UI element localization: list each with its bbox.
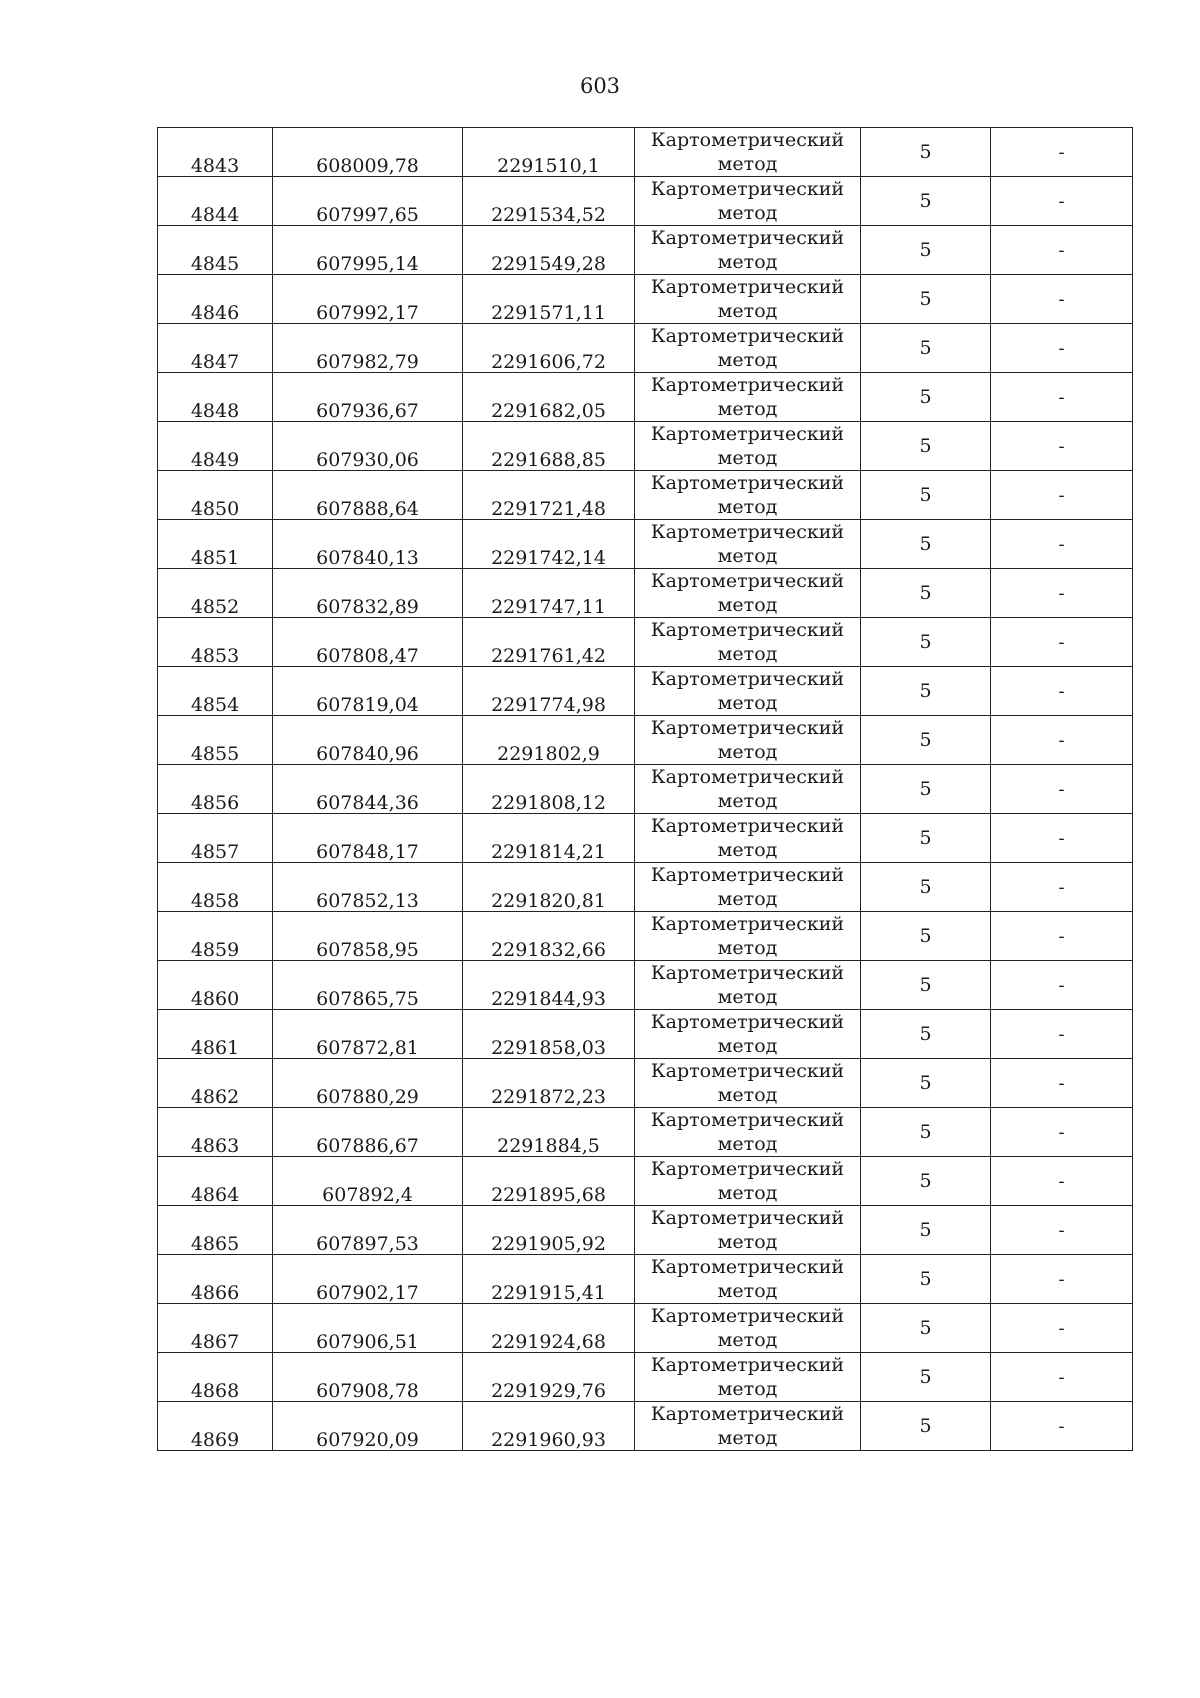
x-coordinate-cell: 607902,17: [273, 1255, 463, 1304]
note-cell: -: [991, 324, 1133, 373]
method-cell: [635, 422, 861, 471]
method-line-1: Картометрический: [650, 913, 845, 935]
y-coordinate-cell: 2291960,93: [463, 1402, 635, 1451]
point-number-cell: 4848: [158, 373, 273, 422]
x-coordinate-cell: 607886,67: [273, 1108, 463, 1157]
method-cell: [635, 863, 861, 912]
point-number-cell: 4857: [158, 814, 273, 863]
method-cell: [635, 324, 861, 373]
method-line-1: Картометрический: [650, 619, 845, 641]
method-line-2: метод: [717, 300, 778, 322]
table-row: [158, 765, 1133, 814]
method-line-1: Картометрический: [650, 423, 845, 445]
accuracy-cell: 5: [861, 226, 991, 275]
method-cell: [635, 226, 861, 275]
method-cell: [635, 961, 861, 1010]
method-line-2: метод: [717, 398, 778, 420]
method-line-1: Картометрический: [650, 570, 845, 592]
method-line-1: Картометрический: [650, 227, 845, 249]
y-coordinate-cell: 2291742,14: [463, 520, 635, 569]
accuracy-cell: 5: [861, 520, 991, 569]
point-number-cell: 4850: [158, 471, 273, 520]
accuracy-cell: 5: [861, 569, 991, 618]
page-number: 603: [579, 74, 621, 98]
method-line-1: Картометрический: [650, 472, 845, 494]
note-cell: -: [991, 912, 1133, 961]
method-line-2: метод: [717, 1231, 778, 1253]
method-line-2: метод: [717, 1133, 778, 1155]
method-cell: [635, 1157, 861, 1206]
x-coordinate-cell: 607920,09: [273, 1402, 463, 1451]
method-line-1: Картометрический: [650, 1403, 845, 1425]
accuracy-cell: 5: [861, 863, 991, 912]
point-number-cell: 4846: [158, 275, 273, 324]
method-cell: [635, 667, 861, 716]
point-number-cell: 4858: [158, 863, 273, 912]
table-row: [158, 618, 1133, 667]
method-line-2: метод: [717, 1280, 778, 1302]
x-coordinate-cell: 607819,04: [273, 667, 463, 716]
accuracy-cell: 5: [861, 912, 991, 961]
accuracy-cell: 5: [861, 1353, 991, 1402]
method-line-2: метод: [717, 153, 778, 175]
x-coordinate-cell: 607995,14: [273, 226, 463, 275]
table-row: [158, 422, 1133, 471]
accuracy-cell: 5: [861, 373, 991, 422]
method-line-1: Картометрический: [650, 1354, 845, 1376]
x-coordinate-cell: 607865,75: [273, 961, 463, 1010]
y-coordinate-cell: 2291774,98: [463, 667, 635, 716]
method-line-2: метод: [717, 594, 778, 616]
x-coordinate-cell: 607930,06: [273, 422, 463, 471]
method-cell: [635, 716, 861, 765]
method-cell: [635, 1255, 861, 1304]
accuracy-cell: 5: [861, 1157, 991, 1206]
method-line-1: Картометрический: [650, 962, 845, 984]
x-coordinate-cell: 607997,65: [273, 177, 463, 226]
method-line-1: Картометрический: [650, 1011, 845, 1033]
y-coordinate-cell: 2291820,81: [463, 863, 635, 912]
note-cell: -: [991, 226, 1133, 275]
method-line-1: Картометрический: [650, 521, 845, 543]
table-row: [158, 667, 1133, 716]
point-number-cell: 4843: [158, 128, 273, 177]
y-coordinate-cell: 2291606,72: [463, 324, 635, 373]
method-line-1: Картометрический: [650, 717, 845, 739]
accuracy-cell: 5: [861, 814, 991, 863]
accuracy-cell: 5: [861, 275, 991, 324]
table-row: [158, 520, 1133, 569]
method-line-1: Картометрический: [650, 325, 845, 347]
accuracy-cell: 5: [861, 1059, 991, 1108]
method-cell: [635, 569, 861, 618]
note-cell: -: [991, 1353, 1133, 1402]
method-line-1: Картометрический: [650, 668, 845, 690]
method-line-1: Картометрический: [650, 178, 845, 200]
table-row: [158, 716, 1133, 765]
method-line-2: метод: [717, 839, 778, 861]
accuracy-cell: 5: [861, 324, 991, 373]
method-line-1: Картометрический: [650, 1305, 845, 1327]
x-coordinate-cell: 607892,4: [273, 1157, 463, 1206]
table-row: [158, 569, 1133, 618]
x-coordinate-cell: 607936,67: [273, 373, 463, 422]
table-row: [158, 128, 1133, 177]
table-row: [158, 1059, 1133, 1108]
method-line-1: Картометрический: [650, 864, 845, 886]
point-number-cell: 4849: [158, 422, 273, 471]
method-cell: [635, 1353, 861, 1402]
method-line-2: метод: [717, 1182, 778, 1204]
method-line-1: Картометрический: [650, 1256, 845, 1278]
note-cell: -: [991, 1010, 1133, 1059]
note-cell: -: [991, 765, 1133, 814]
method-line-2: метод: [717, 1084, 778, 1106]
x-coordinate-cell: 607844,36: [273, 765, 463, 814]
x-coordinate-cell: 607992,17: [273, 275, 463, 324]
table-row: [158, 275, 1133, 324]
accuracy-cell: 5: [861, 961, 991, 1010]
point-number-cell: 4852: [158, 569, 273, 618]
accuracy-cell: 5: [861, 1010, 991, 1059]
x-coordinate-cell: 607858,95: [273, 912, 463, 961]
method-line-2: метод: [717, 790, 778, 812]
point-number-cell: 4866: [158, 1255, 273, 1304]
x-coordinate-cell: 607906,51: [273, 1304, 463, 1353]
y-coordinate-cell: 2291884,5: [463, 1108, 635, 1157]
y-coordinate-cell: 2291534,52: [463, 177, 635, 226]
table-row: [158, 1353, 1133, 1402]
y-coordinate-cell: 2291832,66: [463, 912, 635, 961]
table-row: [158, 1010, 1133, 1059]
y-coordinate-cell: 2291814,21: [463, 814, 635, 863]
table-row: [158, 177, 1133, 226]
method-cell: [635, 1206, 861, 1255]
note-cell: -: [991, 520, 1133, 569]
y-coordinate-cell: 2291858,03: [463, 1010, 635, 1059]
y-coordinate-cell: 2291721,48: [463, 471, 635, 520]
method-line-1: Картометрический: [650, 374, 845, 396]
accuracy-cell: 5: [861, 177, 991, 226]
note-cell: -: [991, 667, 1133, 716]
accuracy-cell: 5: [861, 667, 991, 716]
method-cell: [635, 765, 861, 814]
accuracy-cell: 5: [861, 422, 991, 471]
note-cell: -: [991, 618, 1133, 667]
method-cell: [635, 1402, 861, 1451]
note-cell: -: [991, 569, 1133, 618]
x-coordinate-cell: 607880,29: [273, 1059, 463, 1108]
y-coordinate-cell: 2291682,05: [463, 373, 635, 422]
method-line-2: метод: [717, 545, 778, 567]
table-row: [158, 1206, 1133, 1255]
note-cell: -: [991, 1255, 1133, 1304]
method-line-1: Картометрический: [650, 129, 845, 151]
accuracy-cell: 5: [861, 128, 991, 177]
x-coordinate-cell: 607908,78: [273, 1353, 463, 1402]
method-cell: [635, 128, 861, 177]
note-cell: -: [991, 1206, 1133, 1255]
method-line-2: метод: [717, 692, 778, 714]
method-line-2: метод: [717, 741, 778, 763]
y-coordinate-cell: 2291808,12: [463, 765, 635, 814]
method-cell: [635, 177, 861, 226]
note-cell: -: [991, 716, 1133, 765]
method-cell: [635, 1010, 861, 1059]
method-line-2: метод: [717, 1378, 778, 1400]
method-cell: [635, 1108, 861, 1157]
y-coordinate-cell: 2291747,11: [463, 569, 635, 618]
note-cell: -: [991, 1108, 1133, 1157]
accuracy-cell: 5: [861, 1108, 991, 1157]
point-number-cell: 4861: [158, 1010, 273, 1059]
note-cell: -: [991, 1304, 1133, 1353]
y-coordinate-cell: 2291688,85: [463, 422, 635, 471]
x-coordinate-cell: 607888,64: [273, 471, 463, 520]
point-number-cell: 4855: [158, 716, 273, 765]
method-line-1: Картометрический: [650, 1207, 845, 1229]
note-cell: -: [991, 422, 1133, 471]
point-number-cell: 4865: [158, 1206, 273, 1255]
method-cell: [635, 912, 861, 961]
note-cell: -: [991, 275, 1133, 324]
table-row: [158, 814, 1133, 863]
point-number-cell: 4868: [158, 1353, 273, 1402]
x-coordinate-cell: 607897,53: [273, 1206, 463, 1255]
point-number-cell: 4851: [158, 520, 273, 569]
note-cell: -: [991, 373, 1133, 422]
point-number-cell: 4863: [158, 1108, 273, 1157]
y-coordinate-cell: 2291895,68: [463, 1157, 635, 1206]
method-cell: [635, 471, 861, 520]
method-line-1: Картометрический: [650, 1060, 845, 1082]
x-coordinate-cell: 607872,81: [273, 1010, 463, 1059]
point-number-cell: 4853: [158, 618, 273, 667]
method-line-2: метод: [717, 888, 778, 910]
point-number-cell: 4856: [158, 765, 273, 814]
table-row: [158, 373, 1133, 422]
table-row: [158, 1304, 1133, 1353]
coordinates-table-body: [158, 128, 1133, 1451]
note-cell: -: [991, 1402, 1133, 1451]
accuracy-cell: 5: [861, 471, 991, 520]
method-line-1: Картометрический: [650, 1109, 845, 1131]
point-number-cell: 4854: [158, 667, 273, 716]
y-coordinate-cell: 2291924,68: [463, 1304, 635, 1353]
x-coordinate-cell: 607808,47: [273, 618, 463, 667]
accuracy-cell: 5: [861, 1206, 991, 1255]
method-line-2: метод: [717, 643, 778, 665]
method-line-2: метод: [717, 251, 778, 273]
method-line-2: метод: [717, 349, 778, 371]
point-number-cell: 4867: [158, 1304, 273, 1353]
note-cell: -: [991, 814, 1133, 863]
method-line-2: метод: [717, 1035, 778, 1057]
point-number-cell: 4845: [158, 226, 273, 275]
method-line-2: метод: [717, 496, 778, 518]
y-coordinate-cell: 2291802,9: [463, 716, 635, 765]
y-coordinate-cell: 2291844,93: [463, 961, 635, 1010]
table-row: [158, 1108, 1133, 1157]
y-coordinate-cell: 2291549,28: [463, 226, 635, 275]
note-cell: -: [991, 863, 1133, 912]
y-coordinate-cell: 2291905,92: [463, 1206, 635, 1255]
point-number-cell: 4862: [158, 1059, 273, 1108]
point-number-cell: 4859: [158, 912, 273, 961]
accuracy-cell: 5: [861, 1402, 991, 1451]
method-cell: [635, 814, 861, 863]
point-number-cell: 4847: [158, 324, 273, 373]
y-coordinate-cell: 2291872,23: [463, 1059, 635, 1108]
x-coordinate-cell: 607852,13: [273, 863, 463, 912]
x-coordinate-cell: 607840,96: [273, 716, 463, 765]
method-cell: [635, 618, 861, 667]
method-cell: [635, 1304, 861, 1353]
method-line-2: метод: [717, 447, 778, 469]
coordinates-table: [157, 127, 1133, 1451]
accuracy-cell: 5: [861, 765, 991, 814]
table-row: [158, 226, 1133, 275]
table-row: [158, 471, 1133, 520]
method-line-2: метод: [717, 1329, 778, 1351]
point-number-cell: 4844: [158, 177, 273, 226]
method-cell: [635, 1059, 861, 1108]
note-cell: -: [991, 128, 1133, 177]
table-row: [158, 912, 1133, 961]
y-coordinate-cell: 2291929,76: [463, 1353, 635, 1402]
note-cell: -: [991, 1059, 1133, 1108]
accuracy-cell: 5: [861, 1304, 991, 1353]
method-cell: [635, 373, 861, 422]
method-line-1: Картометрический: [650, 766, 845, 788]
method-line-1: Картометрический: [650, 276, 845, 298]
table-row: [158, 961, 1133, 1010]
method-line-2: метод: [717, 1427, 778, 1449]
method-line-2: метод: [717, 937, 778, 959]
y-coordinate-cell: 2291510,1: [463, 128, 635, 177]
note-cell: -: [991, 961, 1133, 1010]
y-coordinate-cell: 2291915,41: [463, 1255, 635, 1304]
table-row: [158, 324, 1133, 373]
method-line-2: метод: [717, 986, 778, 1008]
point-number-cell: 4864: [158, 1157, 273, 1206]
point-number-cell: 4860: [158, 961, 273, 1010]
table-row: [158, 1255, 1133, 1304]
accuracy-cell: 5: [861, 1255, 991, 1304]
method-cell: [635, 275, 861, 324]
x-coordinate-cell: 608009,78: [273, 128, 463, 177]
method-line-1: Картометрический: [650, 815, 845, 837]
method-cell: [635, 520, 861, 569]
table-row: [158, 1402, 1133, 1451]
x-coordinate-cell: 607848,17: [273, 814, 463, 863]
method-line-2: метод: [717, 202, 778, 224]
x-coordinate-cell: 607982,79: [273, 324, 463, 373]
table-row: [158, 863, 1133, 912]
note-cell: -: [991, 471, 1133, 520]
y-coordinate-cell: 2291761,42: [463, 618, 635, 667]
y-coordinate-cell: 2291571,11: [463, 275, 635, 324]
accuracy-cell: 5: [861, 716, 991, 765]
note-cell: -: [991, 1157, 1133, 1206]
point-number-cell: 4869: [158, 1402, 273, 1451]
x-coordinate-cell: 607840,13: [273, 520, 463, 569]
accuracy-cell: 5: [861, 618, 991, 667]
table-row: [158, 1157, 1133, 1206]
method-line-1: Картометрический: [650, 1158, 845, 1180]
note-cell: -: [991, 177, 1133, 226]
x-coordinate-cell: 607832,89: [273, 569, 463, 618]
